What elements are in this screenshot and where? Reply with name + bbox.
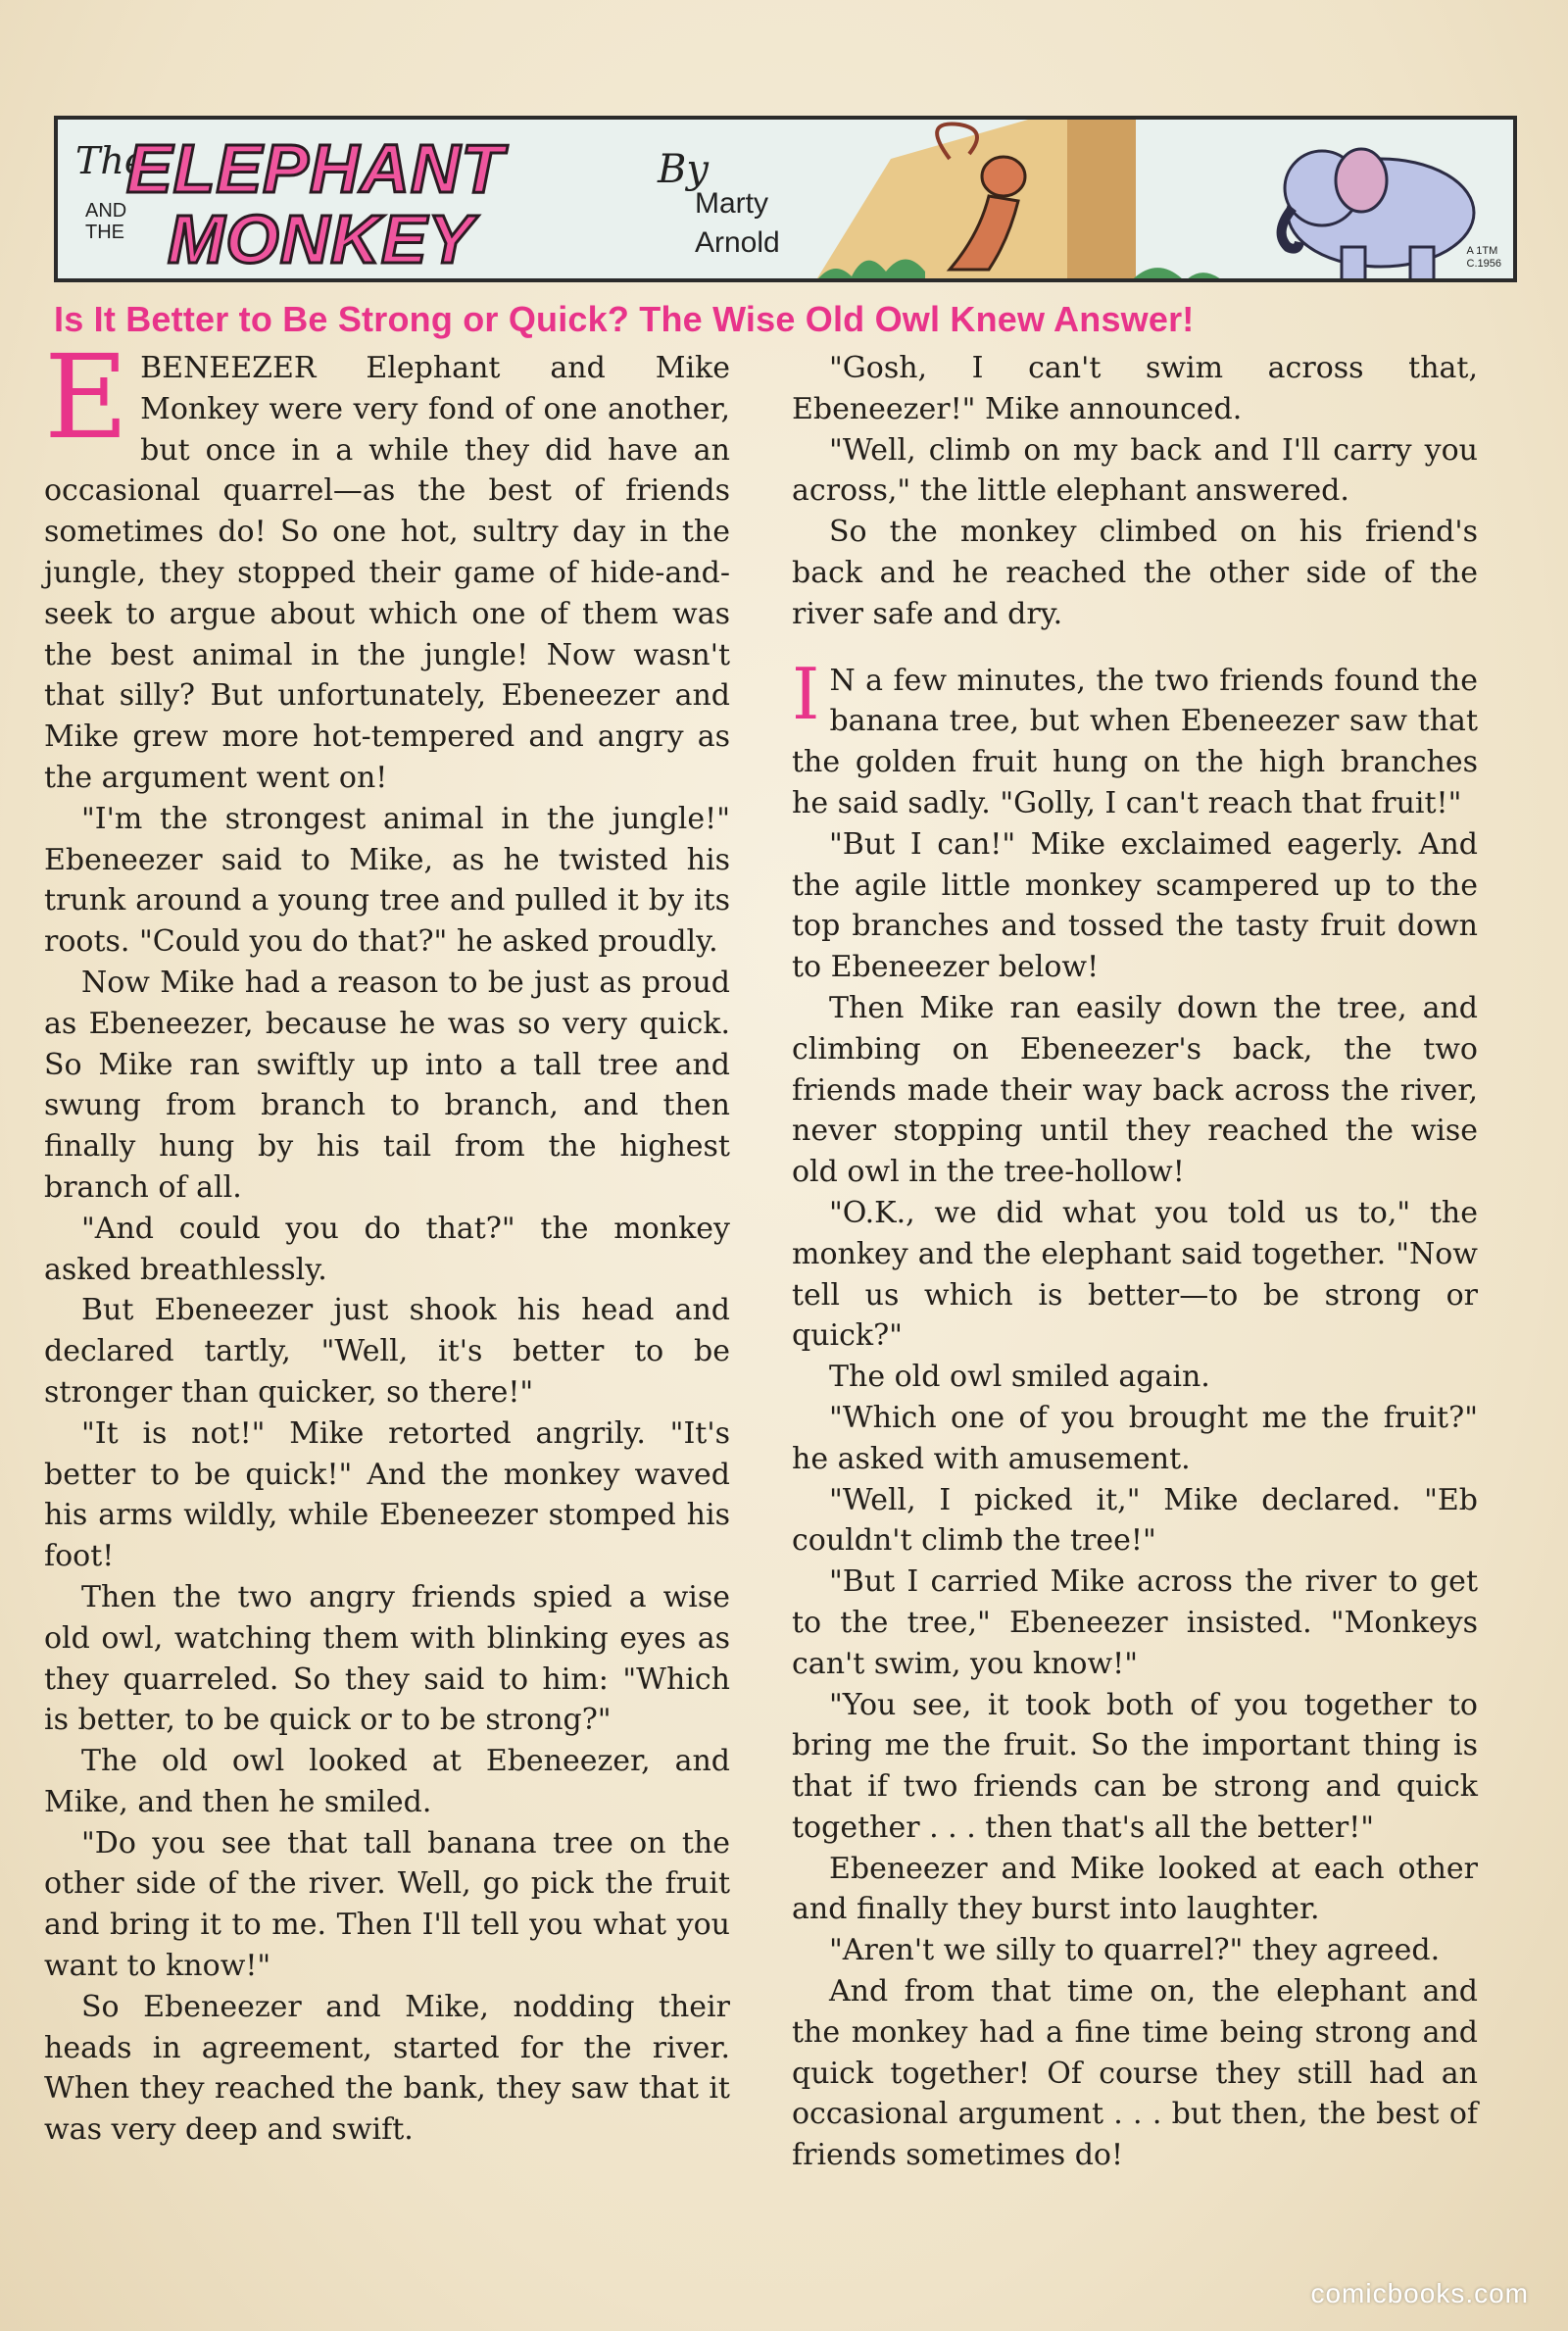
paragraph-text: BENEEZER Elephant and Mike Monkey were very fond of one another, but once in a while they did have an occasional quarrel—as the best of friends sometimes do! So one hot, sultry day in the jungle, they stopped their game of hide-and-seek to argue about which one of them was the best animal in the jungle! Now wasn't that silly? But unfortunately, Ebeneezer and Mike grew more hot-tempered and angry as the argument went on!	[44, 351, 730, 795]
story-headline: Is It Better to Be Strong or Quick? The Wise Old Owl Knew Answer!	[54, 299, 1195, 339]
banner-by: By	[658, 147, 709, 192]
elephant-leg-2	[1410, 247, 1434, 282]
paragraph: "I'm the strongest animal in the jungle!" Ebeneezer said to Mike, as he twisted his trunk around a young tree and pulled it by its roots. "Could you do that?" he asked proudly.	[44, 801, 730, 960]
section-break	[792, 635, 1478, 661]
credit-line-1: A 1TM	[1466, 245, 1498, 257]
paragraph: "Which one of you brought me the fruit?" he asked with amusement.	[792, 1400, 1478, 1476]
drop-cap: E	[44, 329, 129, 465]
banner-and-the	[85, 200, 126, 243]
grass-2	[1126, 268, 1229, 282]
paragraph: Then the two angry friends spied a wise old owl, watching them with blinking eyes as they quarreled. So they said to him: "Which is better, to be quick or to be strong?"	[44, 1579, 730, 1738]
title-banner	[54, 116, 1517, 282]
paragraph: "Well, climb on my back and I'll carry you across," the little elephant answered.	[792, 432, 1478, 509]
paragraph: And from that time on, the elephant and the monkey had a fine time being strong and quick together! Of course they still had an occasional argument . . . but then, the best of friends sometimes do!	[792, 1974, 1478, 2173]
paragraph: Now Mike had a reason to be just as proud as Ebeneezer, because he was so very quick. So Mike ran swiftly up into a tall tree and swung from branch to branch, and then finally hung by his tail from the highest branch of all.	[44, 965, 730, 1205]
paragraph: "Well, I picked it," Mike declared. "Eb couldn't climb the tree!"	[792, 1482, 1478, 1559]
paragraph: "You see, it took both of you together to bring me the fruit. So the important thing is that if two friends can be strong and quick together . . . then that's all the better!"	[792, 1687, 1478, 1845]
banner-the-2: THE	[85, 222, 124, 243]
paragraph: "Aren't we silly to quarrel?" they agreed.	[829, 1933, 1441, 1968]
paragraph: So the monkey climbed on his friend's back and he reached the other side of the river safe and dry.	[792, 515, 1478, 631]
drop-cap: I	[792, 652, 820, 735]
paragraph: The old owl looked at Ebeneezer, and Mike, and then he smiled.	[44, 1744, 730, 1819]
banner-credit	[1467, 245, 1501, 271]
paragraph: "But I can!" Mike exclaimed eagerly. And the agile little monkey scampered up to the top branches and tossed the tasty fruit down to Ebeneezer below!	[792, 826, 1478, 985]
credit-line-2: C.1956	[1466, 258, 1501, 270]
monkey-elephant-illustration	[812, 120, 1517, 282]
paragraph: "O.K., we did what you told us to," the monkey and the elephant said together. "Now tell us which is better—to be strong or quick?"	[792, 1195, 1478, 1354]
right-column	[792, 348, 1478, 2176]
banner-title-elephant: ELEPHANT	[126, 130, 505, 207]
paragraph: So Ebeneezer and Mike, nodding their heads in agreement, started for the river. When they reached the bank, they saw that it was very deep and swift.	[44, 1989, 730, 2148]
paragraph	[44, 329, 730, 799]
left-column	[44, 329, 730, 2151]
elephant-leg	[1342, 247, 1365, 282]
tree-trunk	[1067, 120, 1136, 282]
paragraph: But Ebeneezer just shook his head and declared tartly, "Well, it's better to be stronger than quicker, so there!"	[44, 1293, 730, 1410]
banner-title-monkey: MONKEY	[168, 201, 475, 277]
paragraph: "It is not!" Mike retorted angrily. "It's better to be quick!" And the monkey waved his arms wildly, while Ebeneezer stomped his foot!	[44, 1415, 730, 1574]
paragraph: "Do you see that tall banana tree on the other side of the river. Well, go pick the fruit and bring it to me. Then I'll tell you what you want to know!"	[44, 1825, 730, 1984]
author-first: Marty	[695, 187, 768, 220]
banner-the: The	[75, 139, 147, 182]
elephant-ear	[1336, 149, 1387, 212]
banner-author	[695, 184, 780, 263]
paragraph	[792, 652, 1478, 824]
paragraph: Then Mike ran easily down the tree, and climbing on Ebeneezer's back, the two friends made their way back across the river, never stopping until they reached the wise old owl in the tree-hollow!	[792, 990, 1478, 1190]
monkey-head	[982, 157, 1025, 196]
paragraph: The old owl smiled again.	[829, 1360, 1210, 1395]
paragraph-text: N a few minutes, the two friends found the banana tree, but when Ebeneezer saw that the golden fruit hung on the high branches he said sadly. "Golly, I can't reach that fruit!"	[792, 663, 1478, 820]
author-last: Arnold	[695, 226, 780, 259]
paragraph: Ebeneezer and Mike looked at each other and finally they burst into laughter.	[792, 1851, 1478, 1927]
paragraph: "But I carried Mike across the river to get to the tree," Ebeneezer insisted. "Monkeys can't swim, you know!"	[792, 1564, 1478, 1681]
paragraph: "Gosh, I can't swim across that, Ebeneezer!" Mike announced.	[792, 351, 1478, 426]
banner-and: AND	[85, 200, 127, 222]
watermark: comicbooks.com	[1310, 2278, 1529, 2308]
paragraph: "And could you do that?" the monkey asked breathlessly.	[44, 1211, 730, 1287]
